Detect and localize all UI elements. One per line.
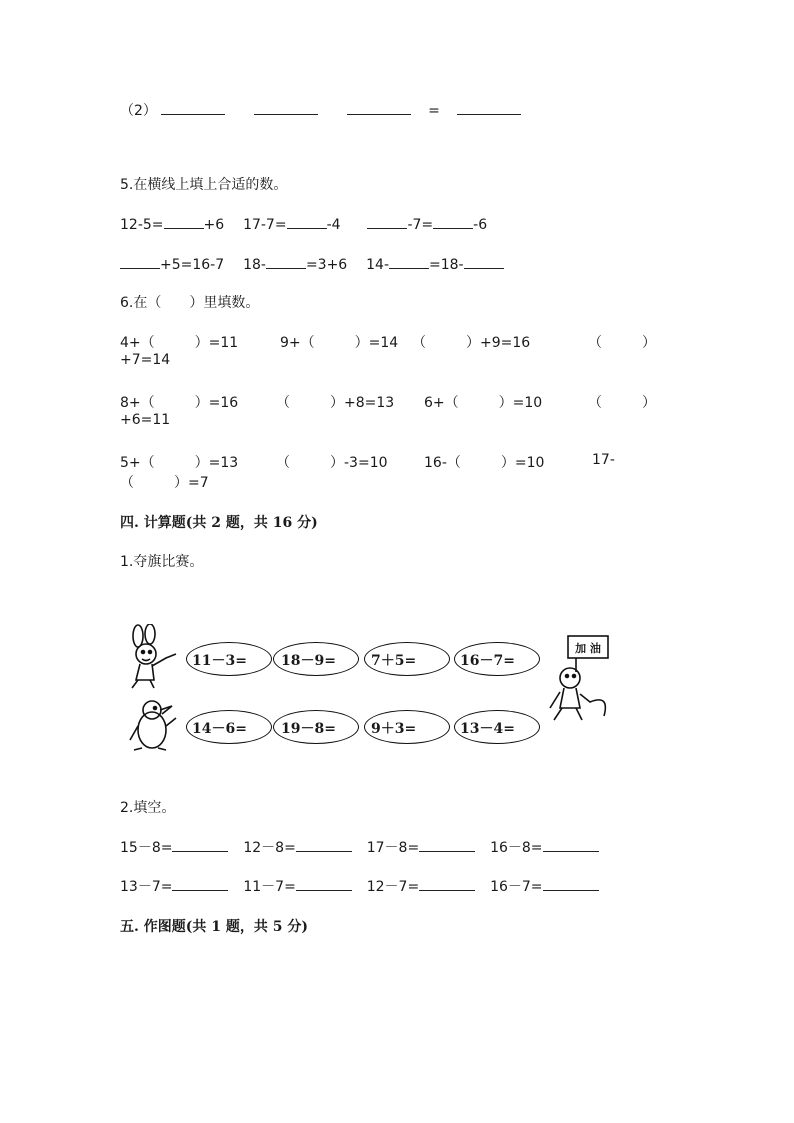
blank-field[interactable] <box>367 214 407 229</box>
q6-r3-b: （ ）-3=10 <box>276 455 388 471</box>
blank-field[interactable] <box>172 876 228 891</box>
blank-field[interactable] <box>266 254 306 269</box>
equation-text: 11－7= <box>243 879 296 895</box>
equation-text: 13－7= <box>120 879 173 895</box>
equation-text: 18- <box>243 257 266 273</box>
q2-fill-title: 2.填空。 <box>120 800 176 816</box>
blank-field[interactable] <box>347 100 411 115</box>
q6-r2-d-cont: +6=11 <box>120 412 171 428</box>
equation-text: =3+6 <box>305 257 348 273</box>
blank-field[interactable] <box>164 214 204 229</box>
q6-r1-d: （ ） <box>588 335 656 351</box>
q6-r2-b: （ ）+8=13 <box>276 395 395 411</box>
monkey-with-sign-icon <box>546 632 618 724</box>
blank-field[interactable] <box>433 214 473 229</box>
race-equation: 9＋3= <box>371 721 417 737</box>
equals-sign: = <box>428 103 440 119</box>
equation-text: -6 <box>473 217 488 233</box>
race-equation: 18－9= <box>281 653 336 669</box>
equation-text: 16－7= <box>490 879 543 895</box>
equation-text: 17-7= <box>243 217 287 233</box>
race-equation: 11－3= <box>192 653 247 669</box>
q6-r1-c: （ ）+9=16 <box>412 335 531 351</box>
blank-field[interactable] <box>296 876 352 891</box>
equation-text: 14- <box>366 257 389 273</box>
equation-text: -4 <box>326 217 341 233</box>
blank-field[interactable] <box>172 837 228 852</box>
equation-text: 16－8= <box>490 840 543 856</box>
blank-field[interactable] <box>419 876 475 891</box>
q6-r3-a: 5+（ ）=13 <box>120 455 239 471</box>
q2-row2 <box>120 876 599 896</box>
equation-text: 15－8= <box>120 840 173 856</box>
q4-part2-label: （2） <box>120 103 157 119</box>
blank-field[interactable] <box>389 254 429 269</box>
blank-field[interactable] <box>254 100 318 115</box>
equation-text: 12－8= <box>243 840 296 856</box>
blank-field[interactable] <box>296 837 352 852</box>
q6-r3-d: 17- <box>592 452 615 468</box>
q6-r3-c: 16-（ ）=10 <box>424 455 545 471</box>
q5-row2 <box>120 254 504 273</box>
penguin-icon <box>128 696 180 752</box>
section-5-heading: 五. 作图题(共 1 题，共 5 分) <box>120 919 308 935</box>
sign-text: 加 油 <box>575 642 601 655</box>
equation-text: =18- <box>429 257 464 273</box>
q5-title: 5.在横线上填上合适的数。 <box>120 177 288 193</box>
blank-field[interactable] <box>543 876 599 891</box>
equation-text: +5=16-7 <box>160 257 225 273</box>
q5-row1 <box>120 214 487 233</box>
race-equation: 16－7= <box>460 653 515 669</box>
blank-field[interactable] <box>120 254 160 269</box>
blank-field[interactable] <box>457 100 521 115</box>
q6-r1-d-cont: +7=14 <box>120 352 171 368</box>
race-equation: 13－4= <box>460 721 515 737</box>
equation-text: 17－8= <box>366 840 420 856</box>
race-equation: 19－8= <box>281 721 336 737</box>
q1-flag-title: 1.夺旗比赛。 <box>120 554 204 570</box>
equation-text: +6 <box>203 217 225 233</box>
blank-field[interactable] <box>161 100 225 115</box>
equation-text: -7= <box>407 217 434 233</box>
rabbit-icon <box>124 624 182 690</box>
blank-field[interactable] <box>287 214 327 229</box>
race-equation: 7＋5= <box>371 653 417 669</box>
blank-field[interactable] <box>543 837 599 852</box>
blank-field[interactable] <box>419 837 475 852</box>
q2-row1 <box>120 837 599 857</box>
section-4-heading: 四. 计算题(共 2 题，共 16 分) <box>120 515 318 531</box>
equation-text: 12-5= <box>120 217 164 233</box>
q6-r2-c: 6+（ ）=10 <box>424 395 543 411</box>
q6-r3-d-cont: （ ）=7 <box>120 475 209 491</box>
q6-title: 6.在（ ）里填数。 <box>120 295 260 311</box>
blank-field[interactable] <box>464 254 504 269</box>
q6-r1-a: 4+（ ）=11 <box>120 335 239 351</box>
race-equation: 14－6= <box>192 721 247 737</box>
q6-r2-d: （ ） <box>588 395 656 411</box>
q4-part2-line <box>120 100 521 120</box>
q6-r1-b: 9+（ ）=14 <box>280 335 399 351</box>
q6-r2-a: 8+（ ）=16 <box>120 395 239 411</box>
equation-text: 12－7= <box>366 879 420 895</box>
